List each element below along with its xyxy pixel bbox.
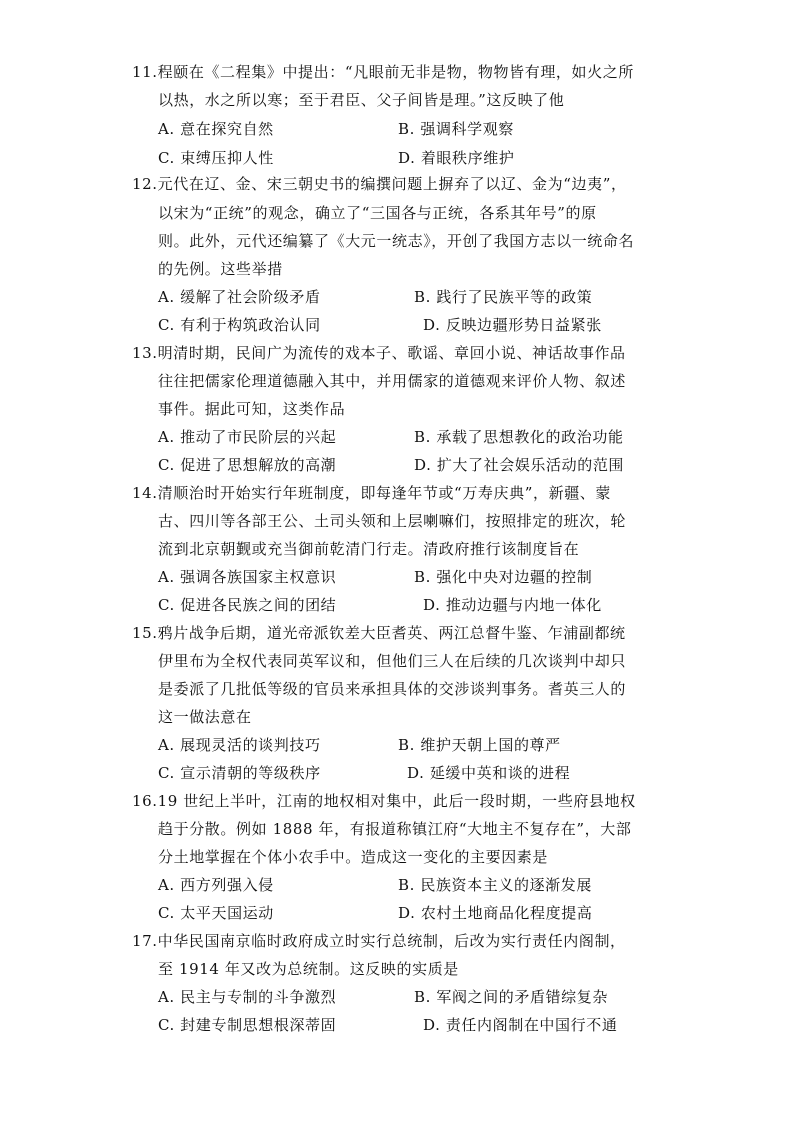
question-number: 13. <box>132 344 158 362</box>
option-d[interactable]: D. 农村土地商品化程度提高 <box>398 904 593 922</box>
option-a[interactable]: A. 推动了市民阶层的兴起 <box>158 428 337 446</box>
option-a[interactable]: A. 展现灵活的谈判技巧 <box>158 736 321 754</box>
question-stem-line: 11.程颐在《二程集》中提出：“凡眼前无非是物，物物皆有理，如火之所 <box>132 63 634 81</box>
question-stem-line: 12.元代在辽、金、宋三朝史书的编撰问题上摒弃了以辽、金为“边夷”， <box>132 175 627 193</box>
option-c[interactable]: C. 促进了思想解放的高潮 <box>158 456 337 474</box>
question-stem-line: 趋于分散。例如 1888 年，有报道称镇江府“大地主不复存在”，大部 <box>158 820 632 838</box>
option-b[interactable]: B. 强化中央对边疆的控制 <box>414 568 593 586</box>
question-number: 17. <box>132 932 158 950</box>
question-stem-line: 17.中华民国南京临时政府成立时实行总统制，后改为实行责任内阁制， <box>132 932 626 950</box>
question-stem-line: 14.清顺治时开始实行年班制度，即每逢年节或“万寿庆典”，新疆、蒙 <box>132 484 611 502</box>
option-a[interactable]: A. 西方列强入侵 <box>158 876 274 894</box>
question-stem-line: 的先例。这些举措 <box>158 260 283 278</box>
question-stem-line: 则。此外，元代还编纂了《大元一统志》，开创了我国方志以一统命名 <box>158 232 635 250</box>
question-stem-line: 以宋为“正统”的观念，确立了“三国各与正统，各系其年号”的原 <box>158 204 597 222</box>
option-b[interactable]: B. 践行了民族平等的政策 <box>414 288 593 306</box>
option-d[interactable]: D. 扩大了社会娱乐活动的范围 <box>414 456 625 474</box>
option-c[interactable]: C. 太平天国运动 <box>158 904 274 922</box>
question-stem-line: 以热，水之所以寒；至于君臣、父子间皆是理。”这反映了他 <box>158 91 565 109</box>
question-stem-line: 16.19 世纪上半叶，江南的地权相对集中，此后一段时期，一些府县地权 <box>132 792 636 810</box>
option-b[interactable]: B. 承载了思想教化的政治功能 <box>414 428 624 446</box>
option-d[interactable]: D. 反映边疆形势日益紧张 <box>423 316 602 334</box>
option-d[interactable]: D. 推动边疆与内地一体化 <box>423 596 602 614</box>
option-b[interactable]: B. 强调科学观察 <box>398 120 514 138</box>
question-number: 12. <box>132 175 158 193</box>
option-b[interactable]: B. 维护天朝上国的尊严 <box>398 736 561 754</box>
option-d[interactable]: D. 延缓中英和谈的进程 <box>407 764 571 782</box>
question-stem-line: 往往把儒家伦理道德融入其中，并用儒家的道德观来评价人物、叙述 <box>158 372 627 390</box>
question-stem-line: 分土地掌握在个体小农手中。造成这一变化的主要因素是 <box>158 848 549 866</box>
question-stem-line: 流到北京朝觐或充当御前乾清门行走。清政府推行该制度旨在 <box>158 540 580 558</box>
option-d[interactable]: D. 责任内阁制在中国行不通 <box>423 1016 618 1034</box>
question-stem-line: 是委派了几批低等级的官员来承担具体的交涉谈判事务。耆英三人的 <box>158 680 627 698</box>
question-stem-line: 13.明清时期，民间广为流传的戏本子、歌谣、章回小说、神话故事作品 <box>132 344 626 362</box>
option-b[interactable]: B. 民族资本主义的逐渐发展 <box>398 876 592 894</box>
question-number: 15. <box>132 624 158 642</box>
option-c[interactable]: C. 促进各民族之间的团结 <box>158 596 337 614</box>
option-a[interactable]: A. 意在探究自然 <box>158 120 274 138</box>
option-b[interactable]: B. 军阀之间的矛盾错综复杂 <box>414 988 608 1006</box>
option-a[interactable]: A. 缓解了社会阶级矛盾 <box>158 288 321 306</box>
option-a[interactable]: A. 强调各族国家主权意识 <box>158 568 337 586</box>
question-stem-line: 事件。据此可知，这类作品 <box>158 400 346 418</box>
question-number: 14. <box>132 484 158 502</box>
option-c[interactable]: C. 宣示清朝的等级秩序 <box>158 764 321 782</box>
question-number: 16. <box>132 792 158 810</box>
option-a[interactable]: A. 民主与专制的斗争激烈 <box>158 988 337 1006</box>
option-d[interactable]: D. 着眼秩序维护 <box>398 149 515 167</box>
option-c[interactable]: C. 束缚压抑人性 <box>158 149 274 167</box>
option-c[interactable]: C. 有利于构筑政治认同 <box>158 316 321 334</box>
option-c[interactable]: C. 封建专制思想根深蒂固 <box>158 1016 337 1034</box>
question-stem-line: 古、四川等各部王公、土司头领和上层喇嘛们，按照排定的班次，轮 <box>158 512 627 530</box>
question-number: 11. <box>132 63 158 81</box>
question-stem-line: 至 1914 年又改为总统制。这反映的实质是 <box>158 960 459 978</box>
question-stem-line: 这一做法意在 <box>158 708 252 726</box>
question-stem-line: 伊里布为全权代表同英军议和，但他们三人在后续的几次谈判中却只 <box>158 652 627 670</box>
question-stem-line: 15.鸦片战争后期，道光帝派钦差大臣耆英、两江总督牛鉴、乍浦副都统 <box>132 624 626 642</box>
